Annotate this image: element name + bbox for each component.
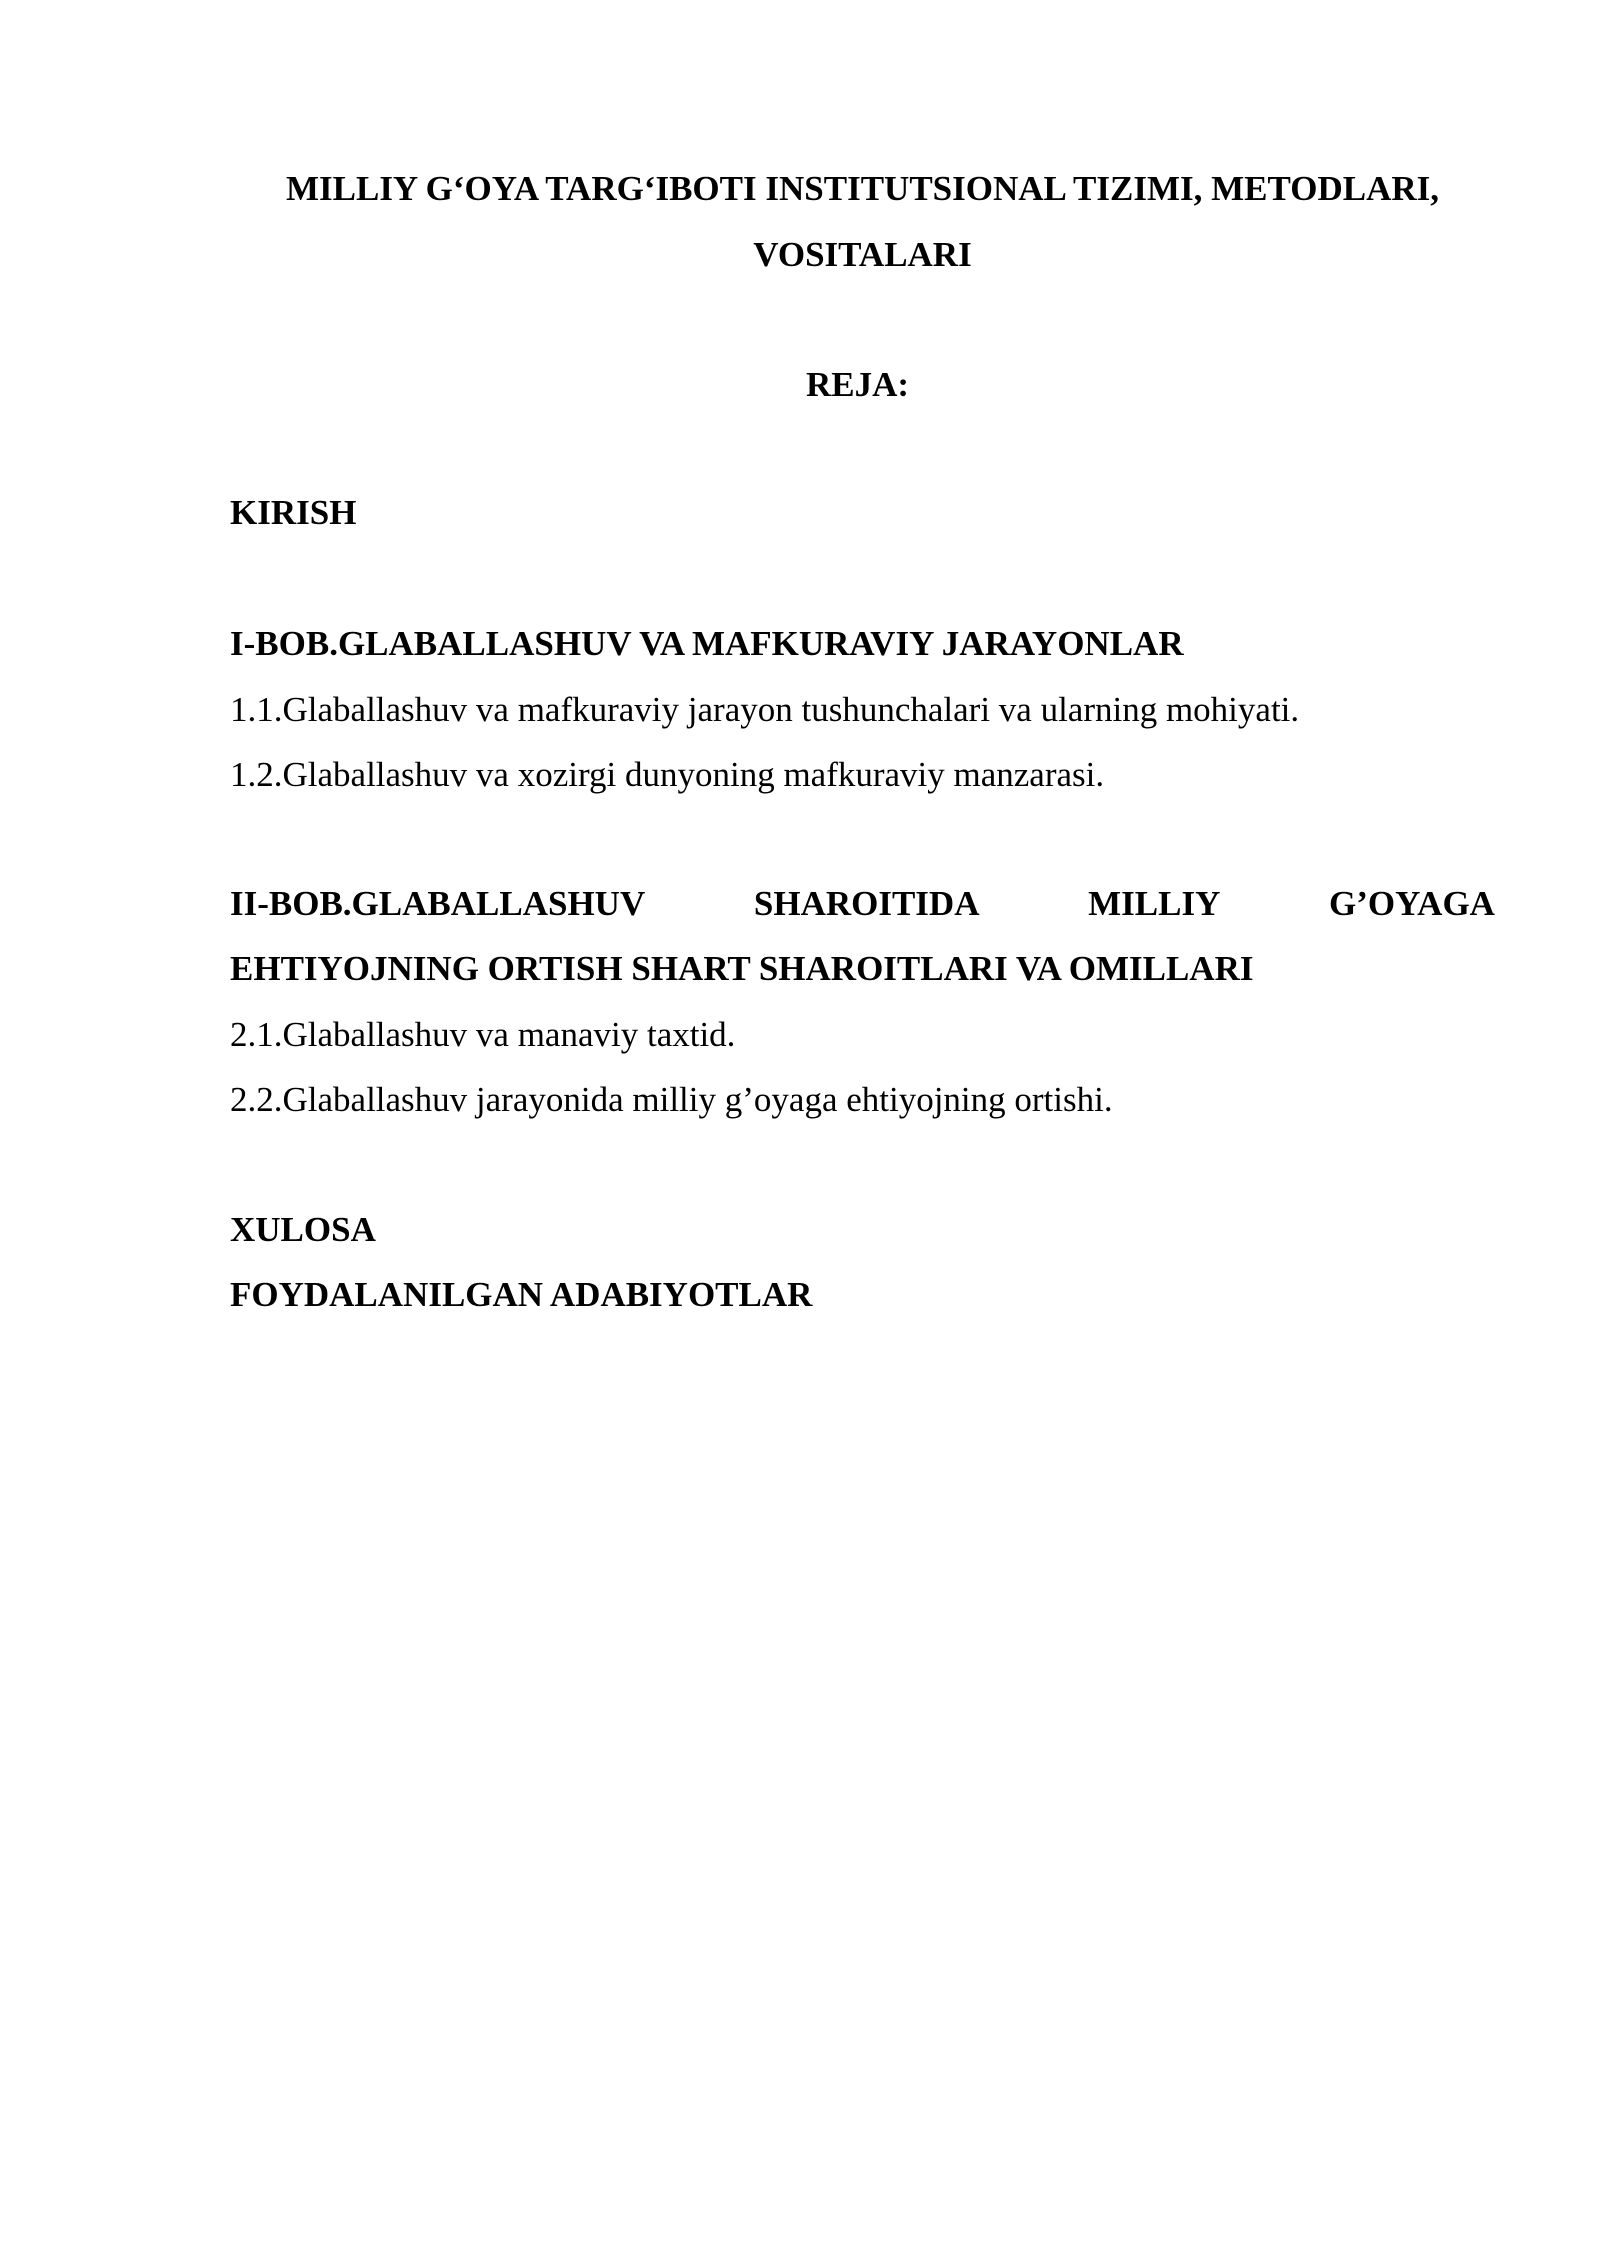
title-line-1: MILLIY G‘OYA TARG‘IBOTI INSTITUTSIONAL TIZIMI, METODLARI, bbox=[285, 169, 1440, 208]
chapter-2-heading-line-1 bbox=[230, 884, 1495, 924]
chapter-2-heading-line-2: EHTIYOJNING ORTISH SHART SHAROITLARI VA OMILLARI bbox=[230, 949, 1254, 988]
chapter-2-heading-word: SHAROITIDA bbox=[753, 884, 980, 923]
intro-heading: KIRISH bbox=[230, 493, 357, 532]
chapter-2-heading-word: II-BOB.GLABALLASHUV bbox=[230, 884, 646, 923]
chapter-2-item-2: 2.2.Glaballashuv jarayonida milliy g’oyaga ehtiyojning ortishi. bbox=[230, 1080, 1113, 1119]
document-title bbox=[230, 156, 1495, 288]
chapter-1-item-2: 1.2.Glaballashuv va xozirgi dunyoning mafkuraviy manzarasi. bbox=[230, 755, 1105, 794]
plan-heading: REJA: bbox=[806, 365, 910, 404]
references-heading: FOYDALANILGAN ADABIYOTLAR bbox=[230, 1275, 813, 1314]
chapter-1-heading: I-BOB.GLABALLASHUV VA MAFKURAVIY JARAYONLAR bbox=[230, 624, 1184, 663]
title-line-2: VOSITALARI bbox=[753, 235, 972, 274]
conclusion-heading: XULOSA bbox=[230, 1210, 376, 1249]
document-page bbox=[230, 0, 1495, 2262]
chapter-2-heading-word: MILLIY bbox=[1088, 884, 1221, 923]
chapter-2-item-1: 2.1.Glaballashuv va manaviy taxtid. bbox=[230, 1015, 736, 1054]
chapter-2-heading-word: G’OYAGA bbox=[1329, 884, 1495, 923]
chapter-1-item-1: 1.1.Glaballashuv va mafkuraviy jarayon tushunchalari va ularning mohiyati. bbox=[230, 690, 1300, 729]
